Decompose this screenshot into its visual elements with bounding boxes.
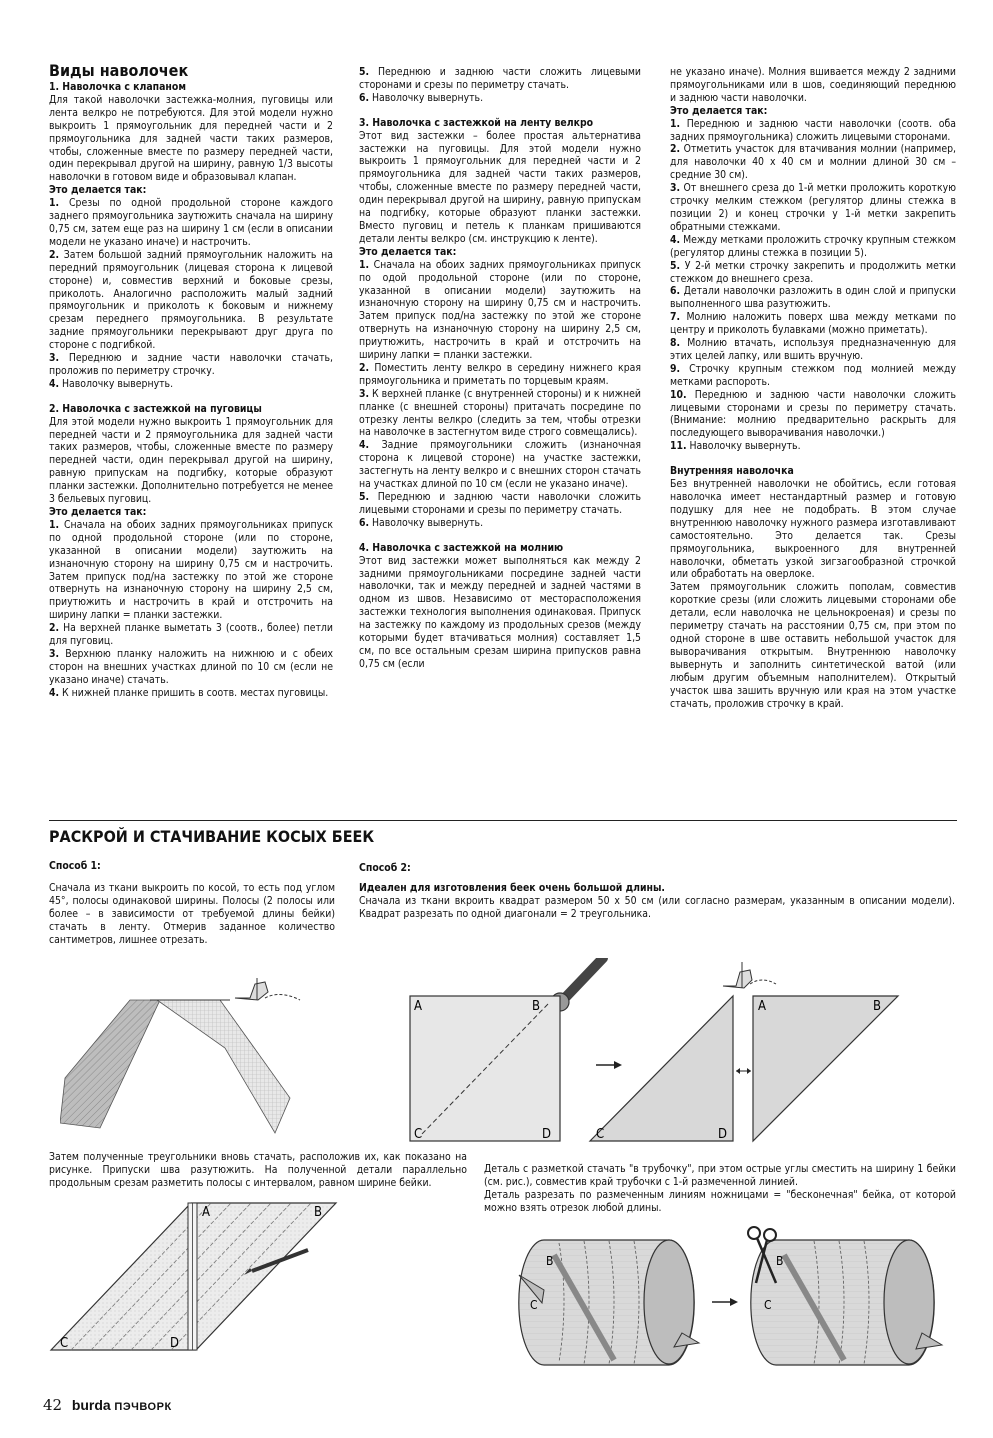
brand-logo: burda — [71, 1397, 111, 1413]
sewing-machine-icon — [235, 978, 300, 1000]
caption-right — [484, 1163, 956, 1215]
caption-right-2: Деталь разрезать по размеченным линиям ножницами = "бесконечная" бейка, от которой можно взять отрезок любой длины. — [484, 1188, 956, 1214]
caption-left: Затем полученные треугольники вновь стачать, расположив их, как показано на рисунке. Припуски шва разутюжить. На полученной детали параллельно продольным срезам разметить полосы с интервалом, равном ширине бейки. — [49, 1151, 467, 1189]
section-heading: 2. Наволочка с застежкой на пуговицы — [49, 402, 262, 415]
step: 2. На верхней планке выметать 3 (соотв., более) петли для пуговиц. — [49, 622, 333, 648]
paragraph: Для такой наволочки застежка-молния, пуговицы или лента велкро не потребуются. Для этой модели нужно выкроить 1 прямоугольник для передней части и 2 прямоугольника для задней части таких размеров, чтобы, сложенные вместе по размеру передней части, один перекрывал другой на ширину, равную 1/3 высоты наволочки в готовом виде и образовывал клапан. — [49, 93, 333, 184]
section2-title: РАСКРОЙ И СТАЧИВАНИЕ КОСЫХ БЕЕК — [49, 827, 375, 846]
method2-text: Сначала из ткани вкроить квадрат размером 50 x 50 см (или согласно размерам, указанным в описании модели). Квадрат разрезать по одной диагонали = 2 треугольника. — [359, 895, 955, 920]
section-heading: 3. Наволочка с застежкой на ленту велкро — [359, 116, 594, 129]
column-1 — [49, 62, 333, 700]
brand-subtitle: ПЭЧВОРК — [114, 1401, 172, 1413]
step: 3. Верхнюю планку наложить на нижнюю и с обеих сторон на внешних участках длиной по 10 см (если не указано иначе) стачать. — [49, 647, 333, 686]
step: 7. Молнию наложить поверх шва между метками по центру и приколоть булавками (можно приметать). — [670, 311, 956, 337]
column-2 — [359, 66, 641, 671]
method1-heading: Способ 1: — [49, 860, 101, 872]
method2-bold: Идеален для изготовления беек очень большой длины. — [359, 882, 665, 894]
step: 4. Наволочку вывернуть. — [49, 377, 174, 390]
section-heading: 4. Наволочка с застежкой на молнию — [359, 541, 564, 554]
label-d: D — [542, 1127, 552, 1142]
step: 2. Затем большой задний прямоугольник наложить на передний прямоугольник (лицевая сторона к лицевой стороне) и, совместив верхний и боковые срезы, приколоть. Аналогично расположить малый задний прямоугольник и приколоть к боковым и нижнему срезам переднего прямоугольника. В результате задние прямоугольники перекрывают друг друга по стороне с подгибкой. — [49, 248, 333, 352]
paragraph: Этот вид застежки – более простая альтернатива застежки на пуговицы. Для этой модели нужно выкроить 1 прямоугольник для передней части и 2 прямоугольника для задней части таких размеров, чтобы, сложенные вместе по размеру передней части, один перекрывал другой на ширину, равную припускам на подгибку, которые образуют планки застежки. Вместо пуговиц и петель к планкам пришиваются детали ленты велкро (см. инструкцию к ленте). — [359, 129, 641, 245]
step: 4. Задние прямоугольники сложить (изнаночная сторона к лицевой стороне) на участке застежки, застегнуть на ленту велкро и с внешних сторон стачать на участках длиной по 10 см (если не указано иначе). — [359, 439, 641, 491]
label-b3: B — [314, 1205, 323, 1220]
tube-illustration — [514, 1225, 954, 1370]
label-b: B — [532, 999, 541, 1014]
paragraph: Для этой модели нужно выкроить 1 прямоугольник для передней части и 2 прямоугольника для задней части таких размеров, чтобы, сложенные вместе по размеру передней части, один перекрывал другой на ширину, равную припускам на подгибку, которые образуют планки застежки. Дополнительно потребуется не менее 3 бельевых пуговиц. — [49, 415, 333, 506]
method2-heading: Способ 2: — [359, 862, 411, 874]
step: 2. Поместить ленту велкро в середину нижнего края прямоугольника и приметать по торцевым краям. — [359, 361, 641, 387]
label-b4: B — [546, 1254, 554, 1268]
section-heading: Внутренняя наволочка — [670, 465, 794, 478]
label-a: A — [414, 999, 422, 1014]
step: 9. Строчку крупным стежком под молнией между метками распороть. — [670, 362, 956, 388]
square-triangles-illustration — [398, 958, 908, 1148]
step: 3. От внешнего среза до 1-й метки проложить короткую строчку мелким стежком (регулятор длины стежка в позиции 2) и конец строчки у 1-й метки закрепить обратными стежками. — [670, 182, 956, 233]
section-divider — [49, 820, 957, 821]
how-heading: Это делается так: — [359, 245, 457, 258]
step: 5. Переднюю и заднюю части сложить лицевыми сторонами и срезы по периметру стачать. — [359, 66, 641, 91]
footer — [43, 1397, 172, 1415]
label-d3: D — [170, 1336, 180, 1351]
triangle-left — [590, 996, 733, 1141]
step: 1. Переднюю и заднюю части наволочки (соотв. оба задних прямоугольника) сложить лицевыми сторонами. — [670, 117, 956, 143]
how-heading: Это делается так: — [49, 184, 147, 197]
step: 4. Между метками проложить строчку крупным стежком (регулятор длины стежка в позиции 5). — [670, 233, 956, 259]
tube-right — [751, 1240, 942, 1365]
paragraph: Этот вид застежки может выполняться как между 2 задними прямоугольниками посредине задней части наволочки, так и между передней и задней частями в одном из швов. Независимо от месторасположения застежки технология выполнения одинаковая. Припуск на застежку по каждому из продольных срезов (между которыми будет втачиваться молния) составляет 1,5 см, по все остальным срезам ширина припусков равна 0,75 см (если — [359, 554, 641, 670]
bias-strips-illustration — [60, 978, 305, 1138]
label-c: C — [414, 1127, 423, 1142]
arrow-right-icon — [596, 1061, 622, 1069]
step: 8. Молнию втачать, используя предназначенную для этих целей лапку, или вшить вручную. — [670, 337, 956, 362]
tube-left — [519, 1240, 699, 1365]
spacing-arrows-icon — [736, 1068, 751, 1074]
label-b5: B — [776, 1254, 784, 1268]
step: 1. Сначала на обоих задних прямоугольниках припуск по одой продольной стороне (или по стороне, указанной в описании модели) заутюжить на изнаночную сторону на ширину 0,75 см и настрочить. Затем припуск под/на застежку по этой же стороне отвернуть на изнаночную сторону на ширину 2,5 см, приутюжить, настрочить в край и отстрочить на ширину лапки = планки застежки. — [359, 258, 641, 362]
label-c2: C — [596, 1127, 605, 1142]
caption-right-1: Деталь с разметкой стачать "в трубочку", при этом острые углы сместить на ширину 1 бейки (см. рис.), совместив край трубочки с 1-й размеченной линией. — [484, 1163, 956, 1188]
triangle-right — [753, 996, 898, 1141]
label-d2: D — [718, 1127, 728, 1142]
step: 4. К нижней планке пришить в соотв. местах пуговицы. — [49, 686, 329, 699]
step: 3. К верхней планке (с внутренней стороны) и к нижней планке (с внешней стороны) притачать посредине по отрезку ленты велкро (следить за тем, чтобы отрезки на наволочке в застегнутом виде строго совмещались). — [359, 387, 641, 439]
method1-text: Сначала из ткани выкроить по косой, то есть под углом 45°, полосы одинаковой ширины. Полосы (2 полосы или более – в зависимости от требуемой длины бейки) стачать в ленту. Отмерив заданное количество сантиметров, лишнее отрезать. — [49, 882, 335, 946]
parallelogram-illustration — [46, 1198, 356, 1358]
step: 2. Отметить участок для втачивания молнии (например, для наволочки 40 x 40 см и молнии длиной 30 см – средние 30 см). — [670, 143, 956, 182]
paragraph: Затем прямоугольник сложить пополам, совместив короткие срезы (или сложить лицевыми сторонами обе детали, если наволочка не цельнокроеная) и срезы по периметру стачать на расстоянии 0,75 см, при этом по одной стороне в шве оставить небольшой участок для выворачивания открытым. Внутреннюю наволочку вывернуть и заполнить синтетической ватой (или любым другим объемным наполнителем). Открытый участок шва зашить вручную или края на этом участке стачать, проложив строчку в край. — [670, 581, 956, 710]
paragraph: Без внутренней наволочки не обойтись, если готовая наволочка имеет нестандартный размер и готовую подушку для нее не подобрать. В этом случае внутреннюю наволочку нужного размера изготавливают самостоятельно. Это делается так. Срезы прямоугольника, выкроенного для внутренней наволочки, обметать узкой зигзагообразной строчкой или обработать на оверлоке. — [670, 478, 956, 581]
step: 5. Переднюю и заднюю части наволочки сложить лицевыми сторонами и срезы по периметру стачать. — [359, 491, 641, 516]
step: 6. Наволочку вывернуть. — [359, 516, 484, 529]
step: 10. Переднюю и заднюю части наволочки сложить лицевыми сторонами и срезы по периметру стачать. (Внимание: молнию предварительно раскрыть для последующего выворачивания наволочки.) — [670, 388, 956, 440]
paragraph: не указано иначе). Молния вшивается между 2 задними прямоугольниками или в шов, соединяющий переднюю и заднюю части наволочки. — [670, 66, 956, 104]
arrow-right-icon — [712, 1298, 738, 1306]
how-heading: Это делается так: — [670, 104, 768, 117]
step: 1. Срезы по одной продольной стороне каждого заднего прямоугольника заутюжить сначала на ширину 0,75 см, затем еще раз на ширину 1 см (если в описании модели не указано иначе) и настрочить. — [49, 197, 333, 248]
label-a2: A — [758, 999, 766, 1014]
step: 6. Детали наволочки разложить в один слой и припуски выполненного шва разутюжить. — [670, 285, 956, 311]
step: 5. У 2-й метки строчку закрепить и продолжить метки стежком до внешнего среза. — [670, 259, 956, 285]
step: 11. Наволочку вывернуть. — [670, 440, 801, 453]
label-c5: C — [764, 1298, 772, 1312]
column-3 — [670, 66, 956, 710]
label-c4: C — [530, 1298, 538, 1312]
step: 3. Переднюю и задние части наволочки стачать, проложив по периметру строчку. — [49, 352, 333, 377]
step: 1. Сначала на обоих задних прямоугольниках припуск по одной продольной стороне (или по стороне, указанной в описании модели) заутюжить на изнаночную сторону на ширину 0,75 см и настрочить. Затем припуск под/на застежку по этой же стороне отвернуть на изнаночную сторону на ширину 2,5 см, приутюжить и настрочить в край и отстрочить на ширину лапки = планки застежки. — [49, 518, 333, 622]
section-heading: 1. Наволочка с клапаном — [49, 81, 186, 93]
how-heading: Это делается так: — [49, 506, 147, 518]
step: 6. Наволочку вывернуть. — [359, 91, 484, 104]
page-number: 42 — [43, 1396, 63, 1414]
label-c3: C — [60, 1336, 69, 1351]
label-b2: B — [873, 999, 882, 1014]
page-title: Виды наволочек — [49, 61, 189, 80]
label-a3: A — [202, 1205, 210, 1220]
sewing-machine-icon — [723, 962, 776, 988]
